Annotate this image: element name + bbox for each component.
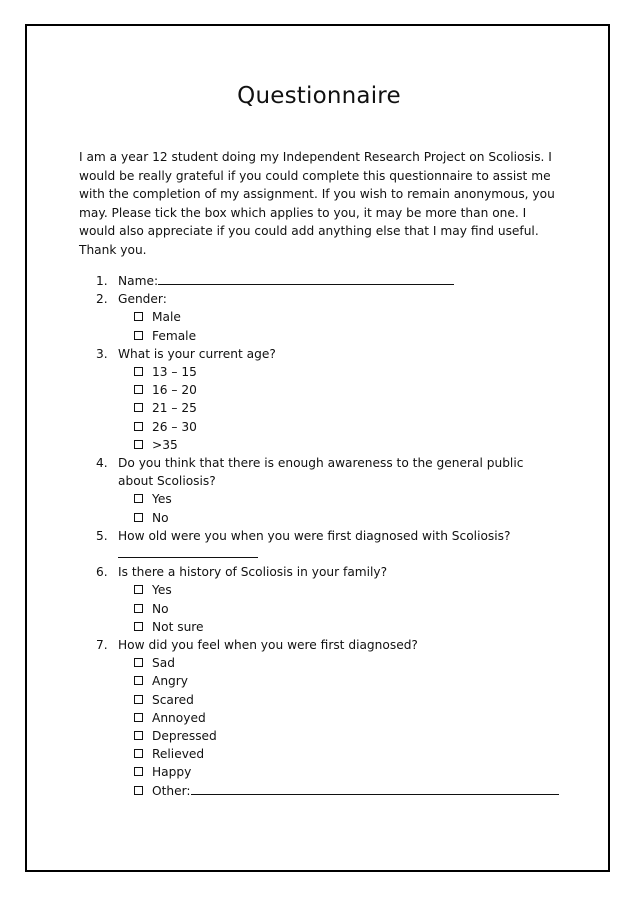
checkbox-icon[interactable] — [134, 440, 143, 449]
intro-paragraph — [79, 148, 559, 260]
option-history-not-sure[interactable] — [96, 618, 576, 636]
option-label: >35 — [152, 437, 178, 452]
option-label: Yes — [152, 583, 172, 598]
option-label: Yes — [152, 492, 172, 507]
option-label: 13 – 15 — [152, 365, 197, 380]
option-feeling-annoyed[interactable] — [96, 709, 576, 727]
option-label: Happy — [152, 765, 192, 780]
checkbox-icon[interactable] — [134, 367, 143, 376]
option-male[interactable] — [96, 308, 576, 326]
option-label: 26 – 30 — [152, 419, 197, 434]
option-feeling-happy[interactable] — [96, 763, 576, 781]
question-number: 7. — [96, 638, 108, 653]
option-label: No — [152, 510, 169, 525]
question-number: 4. — [96, 456, 108, 471]
option-age-16-20[interactable] — [96, 381, 576, 399]
checkbox-icon[interactable] — [134, 403, 143, 412]
checkbox-icon[interactable] — [134, 604, 143, 613]
option-female[interactable] — [96, 327, 576, 345]
question-3 — [96, 345, 576, 363]
option-age-21-25[interactable] — [96, 399, 576, 417]
option-feeling-depressed[interactable] — [96, 727, 576, 745]
checkbox-icon[interactable] — [134, 713, 143, 722]
option-label: Other: — [152, 783, 191, 798]
option-label: Scared — [152, 692, 194, 707]
checkbox-icon[interactable] — [134, 658, 143, 667]
question-4 — [96, 454, 576, 490]
option-awareness-yes[interactable] — [96, 490, 576, 508]
question-7 — [96, 636, 576, 654]
checkbox-icon[interactable] — [134, 312, 143, 321]
checkbox-icon[interactable] — [134, 676, 143, 685]
checkbox-icon[interactable] — [134, 494, 143, 503]
option-label: Angry — [152, 674, 189, 689]
checkbox-icon[interactable] — [134, 585, 143, 594]
option-label: No — [152, 601, 169, 616]
option-feeling-angry[interactable] — [96, 672, 576, 690]
intro-text: I am a year 12 student doing my Independent Research Project on Scoliosis. I would be really grateful if you could complete this questionnaire to assist me with the completion of my assignment. If you wish to remain anonymous, you may. Please tick the box which applies to you, it may be more than one. I would also appreciate if you could add anything else that I may find useful. Thank you. — [79, 150, 555, 257]
question-number: 2. — [96, 292, 108, 307]
question-number: 3. — [96, 346, 108, 361]
page-title: Questionnaire — [237, 83, 401, 109]
question-text: How old were you when you were first diagnosed with Scoliosis? — [118, 528, 511, 543]
checkbox-icon[interactable] — [134, 513, 143, 522]
checkbox-icon[interactable] — [134, 422, 143, 431]
checkbox-icon[interactable] — [134, 749, 143, 758]
question-number: 6. — [96, 565, 108, 580]
question-text: How did you feel when you were first diagnosed? — [118, 638, 418, 653]
other-answer-line[interactable] — [191, 782, 559, 795]
checkbox-icon[interactable] — [134, 331, 143, 340]
question-text: Gender: — [118, 292, 167, 307]
option-feeling-sad[interactable] — [96, 654, 576, 672]
checkbox-icon[interactable] — [134, 731, 143, 740]
question-2 — [96, 290, 576, 308]
option-label: Not sure — [152, 619, 204, 634]
option-age-13-15[interactable] — [96, 363, 576, 381]
option-label: Sad — [152, 656, 175, 671]
question-6 — [96, 563, 576, 581]
option-feeling-other[interactable] — [96, 782, 576, 800]
question-number: 1. — [96, 274, 108, 288]
question-text: Do you think that there is enough awareness to the general public about Scoliosis? — [118, 456, 524, 489]
option-age-26-30[interactable] — [96, 418, 576, 436]
question-text: Name: — [118, 274, 159, 288]
question-text: What is your current age? — [118, 346, 276, 361]
question-number: 5. — [96, 528, 108, 543]
option-feeling-scared[interactable] — [96, 691, 576, 709]
option-history-no[interactable] — [96, 600, 576, 618]
checkbox-icon[interactable] — [134, 385, 143, 394]
option-label: Female — [152, 328, 197, 343]
question-1 — [96, 272, 576, 290]
question-5 — [96, 527, 576, 545]
checkbox-icon[interactable] — [134, 786, 143, 795]
option-age-over-35[interactable] — [96, 436, 576, 454]
checkbox-icon[interactable] — [134, 622, 143, 631]
option-label: Relieved — [152, 747, 205, 762]
question-list — [96, 272, 576, 800]
checkbox-icon[interactable] — [134, 767, 143, 776]
option-history-yes[interactable] — [96, 581, 576, 599]
option-feeling-relieved[interactable] — [96, 745, 576, 763]
option-label: Male — [152, 310, 181, 325]
diagnosis-age-answer-line[interactable] — [118, 549, 258, 558]
question-text: Is there a history of Scoliosis in your family? — [118, 565, 388, 580]
option-awareness-no[interactable] — [96, 509, 576, 527]
question-5-answer-row — [96, 545, 576, 563]
option-label: Annoyed — [152, 710, 206, 725]
option-label: Depressed — [152, 729, 217, 744]
name-answer-line[interactable] — [158, 272, 454, 285]
option-label: 16 – 20 — [152, 383, 197, 398]
checkbox-icon[interactable] — [134, 695, 143, 704]
option-label: 21 – 25 — [152, 401, 197, 416]
